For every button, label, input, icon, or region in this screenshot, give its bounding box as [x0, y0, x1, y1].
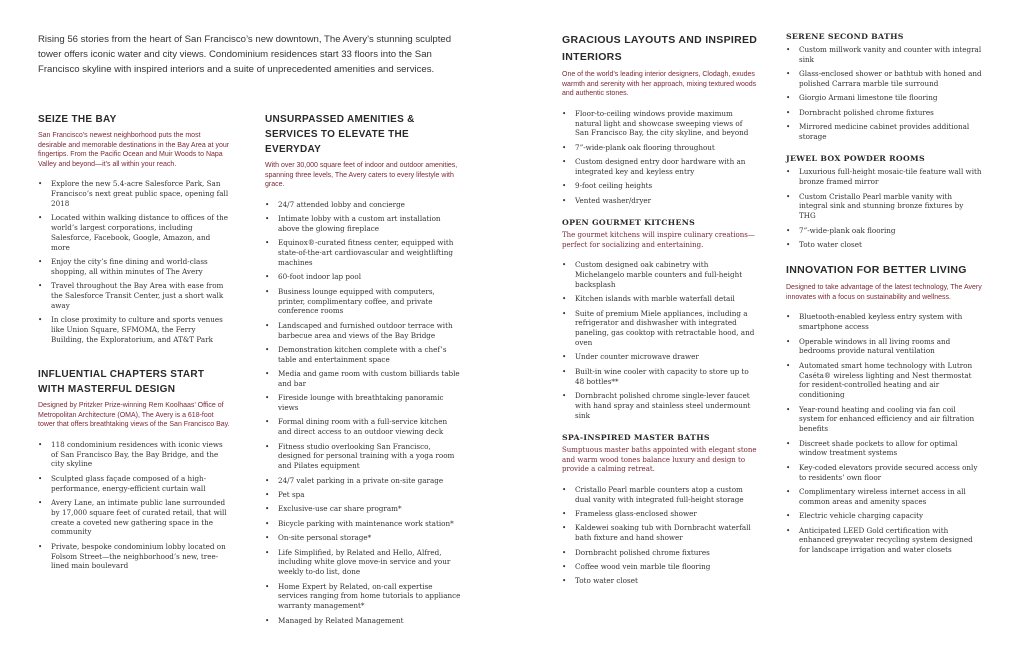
list-item: • Intimate lobby with a custom art installation above the glowing fireplace — [265, 214, 461, 234]
list-item: • Explore the new 5.4-acre Salesforce Park, San Francisco’s next great public space, opening fall 2018 — [38, 179, 230, 208]
list-item: • Dornbracht polished chrome fixtures — [786, 108, 982, 118]
feature-list — [562, 109, 758, 206]
list-item: • Travel throughout the Bay Area with ease from the Salesforce Transit Center, just a short walk away — [38, 281, 230, 310]
list-item: • Custom Cristallo Pearl marble vanity with integral sink and stunning bronze fixtures by THG — [786, 192, 982, 221]
list-item: • Located within walking distance to offices of the world’s largest corporations, including Salesforce, Facebook, Google, Amazon, and more — [38, 213, 230, 252]
section-title: UNSURPASSED AMENITIES & SERVICES TO ELEVATE THE EVERYDAY — [265, 114, 415, 155]
column-baths-innovation — [786, 32, 982, 560]
list-item: • Custom designed entry door hardware with an integrated key and keyless entry — [562, 157, 758, 177]
list-item: • Enjoy the city’s fine dining and world-class shopping, all within minutes of The Avery — [38, 257, 230, 277]
feature-list — [38, 440, 230, 571]
list-item: • 7”-wide-plank oak flooring — [786, 226, 982, 236]
list-item: • In close proximity to culture and sports venues like Union Square, SFMOMA, the Ferry Building, the Exploratorium, and AT&T Park — [38, 315, 230, 344]
list-item: • Suite of premium Miele appliances, including a refrigerator and dishwasher with integrated paneling, gas cooktop with retractable hood, and oven — [562, 309, 758, 348]
section-lead: Designed to take advantage of the latest technology, The Avery innovates with a focus on sustainability and wellness. — [786, 284, 982, 301]
list-item: • Frameless glass-enclosed shower — [562, 509, 758, 519]
list-item: • Dornbracht polished chrome single-lever faucet with hand spray and stainless steel undermount sink — [562, 391, 758, 420]
list-item: • Key-coded elevators provide secured access only to residents’ own floor — [786, 463, 982, 483]
section-title: INNOVATION FOR BETTER LIVING — [786, 264, 967, 277]
section-lead: With over 30,000 square feet of indoor and outdoor amenities, spanning three levels, The Avery caters to every lifestyle with grace. — [265, 162, 458, 189]
section-influential-chapters — [38, 367, 230, 576]
section-seize-the-bay — [38, 112, 230, 349]
list-item: • Custom designed oak cabinetry with Michelangelo marble counters and full-height backsplash — [562, 260, 758, 289]
list-item: • 7”-wide-plank oak flooring throughout — [562, 143, 758, 153]
section-lead: Sumptuous master baths appointed with elegant stone and warm wood tones balance luxury and design to provide a calming retreat. — [562, 446, 757, 474]
list-item: • Floor-to-ceiling windows provide maximum natural light and showcase sweeping views of San Francisco Bay, the city skyline, and beyond — [562, 109, 758, 138]
list-item: • Formal dining room with a full-service kitchen and direct access to an outdoor viewing deck — [265, 417, 461, 437]
subsection-title: SPA-INSPIRED MASTER BATHS — [562, 433, 710, 443]
intro-paragraph: Rising 56 stories from the heart of San Francisco’s new downtown, The Avery’s stunning sculpted tower offers iconic water and city views. Condominium residences start 33 floors into the San Francisco skyline with inspired interiors and a suite of unprecedented amenities and services. — [38, 34, 452, 75]
section-lead: One of the world’s leading interior designers, Clodagh, exudes warmth and serenity with her approach, mixing textured woods and authentic stones. — [562, 71, 757, 98]
feature-list — [562, 485, 758, 586]
list-item: • Media and game room with custom billiards table and bar — [265, 369, 461, 389]
list-item: • 118 condominium residences with iconic views of San Francisco Bay, the Bay Bridge, and the city skyline — [38, 440, 230, 469]
subsection-title: JEWEL BOX POWDER ROOMS — [786, 154, 925, 164]
section-lead: The gourmet kitchens will inspire culinary creations—perfect for socializing and entertaining. — [562, 231, 755, 249]
list-item: • On-site personal storage* — [265, 533, 461, 543]
list-item: • Automated smart home technology with Lutron Caséta® wireless lighting and Nest thermostat for resident-controlled heating and air conditioning — [786, 361, 982, 400]
list-item: • Fireside lounge with breathtaking panoramic views — [265, 393, 461, 413]
list-item: • Glass-enclosed shower or bathtub with honed and polished Carrara marble tile surround — [786, 69, 982, 89]
list-item: • Equinox®-curated fitness center, equipped with state-of-the-art cardiovascular and weightlifting machines — [265, 238, 461, 267]
list-item: • Toto water closet — [562, 576, 758, 586]
section-title: SEIZE THE BAY — [38, 114, 117, 125]
list-item: • Dornbracht polished chrome fixtures — [562, 548, 758, 558]
list-item: • Landscaped and furnished outdoor terrace with barbecue area and views of the Bay Bridge — [265, 321, 461, 341]
list-item: • 24/7 valet parking in a private on-site garage — [265, 476, 461, 486]
list-item: • Complimentary wireless internet access in all common areas and amenity spaces — [786, 487, 982, 507]
list-item: • Mirrored medicine cabinet provides additional storage — [786, 122, 982, 142]
feature-list — [562, 260, 758, 420]
list-item: • Demonstration kitchen complete with a chef’s table and entertainment space — [265, 345, 461, 365]
list-item: • 60-foot indoor lap pool — [265, 272, 461, 282]
list-item: • Home Expert by Related, on-call expertise services ranging from home tutorials to appliance warranty management* — [265, 582, 461, 611]
column-interiors — [562, 32, 758, 591]
list-item: • Managed by Related Management — [265, 616, 461, 626]
list-item: • Pet spa — [265, 490, 461, 500]
section-title: GRACIOUS LAYOUTS AND INSPIRED INTERIORS — [562, 34, 758, 63]
section-lead: San Francisco’s newest neighborhood puts the most desirable and memorable destinations in the Bay Area at your fingertips. From the Pacific Ocean and Muir Woods to Napa Valley and beyond—it’s all within your reach. — [38, 132, 230, 168]
list-item: • Luxurious full-height mosaic-tile feature wall with bronze framed mirror — [786, 167, 982, 187]
section-amenities — [265, 112, 461, 630]
feature-list — [786, 167, 982, 249]
list-item: • Under counter microwave drawer — [562, 352, 758, 362]
list-item: • Life Simplified, by Related and Hello, Alfred, including white glove move-in service and your weekly to-do list, done — [265, 548, 461, 577]
list-item: • Bluetooth-enabled keyless entry system with smartphone access — [786, 312, 982, 332]
section-title: INFLUENTIAL CHAPTERS START WITH MASTERFUL DESIGN — [38, 369, 205, 395]
list-item: • Year-round heating and cooling via fan coil system for enhanced efficiency and air filtration benefits — [786, 405, 982, 434]
list-item: • Custom millwork vanity and counter with integral sink — [786, 45, 982, 65]
list-item: • Business lounge equipped with computers, printer, complimentary coffee, and private conference rooms — [265, 287, 461, 316]
list-item: • Sculpted glass façade composed of a high-performance, energy-efficient curtain wall — [38, 474, 230, 494]
feature-list — [38, 179, 230, 344]
list-item: • Fitness studio overlooking San Francisco, designed for personal training with a yoga room and Pilates equipment — [265, 442, 461, 471]
list-item: • 24/7 attended lobby and concierge — [265, 200, 461, 210]
list-item: • 9-foot ceiling heights — [562, 181, 758, 191]
list-item: • Vented washer/dryer — [562, 196, 758, 206]
list-item: • Built-in wine cooler with capacity to store up to 48 bottles** — [562, 367, 758, 387]
list-item: • Electric vehicle charging capacity — [786, 511, 982, 521]
list-item: • Exclusive-use car share program* — [265, 504, 461, 514]
list-item: • Kitchen islands with marble waterfall detail — [562, 294, 758, 304]
feature-list — [265, 200, 461, 626]
subsection-title: SERENE SECOND BATHS — [786, 32, 904, 41]
list-item: • Giorgio Armani limestone tile flooring — [786, 93, 982, 103]
list-item: • Private, bespoke condominium lobby located on Folsom Street—the neighborhood’s new, tree-lined main boulevard — [38, 542, 230, 571]
list-item: • Coffee wood vein marble tile flooring — [562, 562, 758, 572]
list-item: • Kaldewei soaking tub with Dornbracht waterfall bath fixture and hand shower — [562, 523, 758, 543]
subsection-title: OPEN GOURMET KITCHENS — [562, 218, 696, 228]
list-item: • Toto water closet — [786, 240, 982, 250]
list-item: • Bicycle parking with maintenance work station* — [265, 519, 461, 529]
list-item: • Cristallo Pearl marble counters atop a custom dual vanity with integrated full-height storage — [562, 485, 758, 505]
list-item: • Operable windows in all living rooms and bedrooms provide natural ventilation — [786, 337, 982, 357]
section-lead: Designed by Pritzker Prize-winning Rem Koolhaas’ Office of Metropolitan Architecture (OMA), The Avery is a 618-foot tower that offers breathtaking views of the San Francisco Bay. — [38, 402, 230, 429]
list-item: • Anticipated LEED Gold certification with enhanced greywater recycling system designed for landscape irrigation and water closets — [786, 526, 982, 555]
feature-list — [786, 45, 982, 142]
feature-list — [786, 312, 982, 554]
list-item: • Avery Lane, an intimate public lane surrounded by 17,000 square feet of curated retail, that will create a coveted new gathering space in the community — [38, 498, 230, 537]
list-item: • Discreet shade pockets to allow for optimal window treatment systems — [786, 439, 982, 459]
